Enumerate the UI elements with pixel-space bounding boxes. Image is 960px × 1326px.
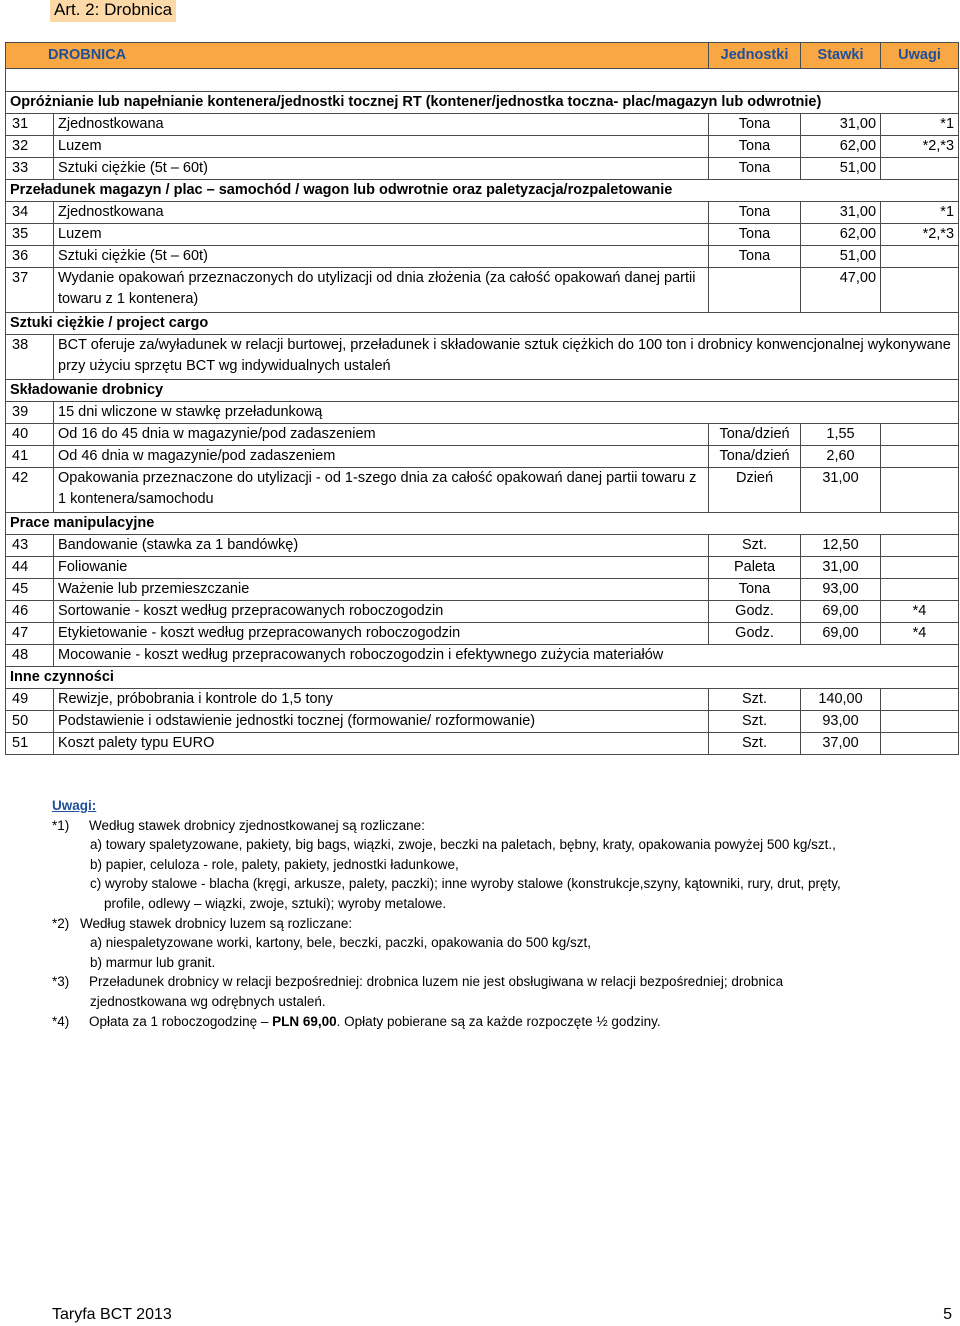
row-rate: 2,60 bbox=[801, 446, 881, 468]
notes-section bbox=[52, 796, 942, 1031]
note-1-item-c: c) wyroby stalowe - blacha (kręgi, arkusze, palety, paczki); inne wyroby stalowe (konstrukcje,szyny, kątowniki, rury, drut, pręty, bbox=[90, 876, 841, 892]
note-3 bbox=[52, 972, 942, 992]
row-number: 35 bbox=[6, 224, 54, 246]
row-note bbox=[881, 158, 959, 180]
row-desc: Luzem bbox=[54, 136, 709, 158]
table-row bbox=[6, 268, 959, 313]
row-rate: 37,00 bbox=[801, 733, 881, 755]
table-row bbox=[6, 711, 959, 733]
section-row bbox=[6, 513, 959, 535]
row-rate: 31,00 bbox=[801, 557, 881, 579]
header-spacer bbox=[6, 69, 959, 92]
row-desc: BCT oferuje za/wyładunek w relacji burtowej, przeładunek i składowanie sztuk ciężkich do 100 ton i drobnicy konwencjonalnej wykonywane przy użyciu sprzętu BCT wg indywidualnych ustaleń bbox=[54, 335, 959, 380]
row-note bbox=[881, 446, 959, 468]
section-row bbox=[6, 380, 959, 402]
row-unit: Godz. bbox=[709, 601, 801, 623]
row-number: 31 bbox=[6, 114, 54, 136]
row-rate: 1,55 bbox=[801, 424, 881, 446]
page-footer bbox=[52, 1306, 952, 1324]
row-note bbox=[881, 711, 959, 733]
header-section: DROBNICA bbox=[6, 43, 709, 69]
table-row bbox=[6, 689, 959, 711]
note-2 bbox=[52, 914, 942, 934]
note-1-item-b: b) papier, celuloza - role, palety, pakiety, jednostki ładunkowe, bbox=[90, 856, 459, 872]
note-marker: *1) bbox=[52, 817, 70, 833]
note-1 bbox=[52, 816, 942, 836]
row-number: 34 bbox=[6, 202, 54, 224]
row-desc: Sztuki ciężkie (5t – 60t) bbox=[54, 246, 709, 268]
note-1-item-a: a) towary spaletyzowane, pakiety, big bags, wiązki, zwoje, beczki na paletach, bębny, kraty, opakowania powyżej 500 kg/szt., bbox=[90, 837, 836, 853]
row-number: 50 bbox=[6, 711, 54, 733]
note-text: Przeładunek drobnicy w relacji bezpośredniej: drobnica luzem nie jest obsługiwana w relacji bezpośredniej; drobnica bbox=[89, 974, 784, 990]
table-row bbox=[6, 424, 959, 446]
row-rate: 93,00 bbox=[801, 579, 881, 601]
row-unit: Godz. bbox=[709, 623, 801, 645]
table-row bbox=[6, 535, 959, 557]
table-row bbox=[6, 335, 959, 380]
section-heading: Inne czynności bbox=[6, 667, 959, 689]
table-row bbox=[6, 733, 959, 755]
section-heading: Przeładunek magazyn / plac – samochód / wagon lub odwrotnie oraz paletyzacja/rozpaletowanie bbox=[6, 180, 959, 202]
table-row bbox=[6, 246, 959, 268]
row-rate: 140,00 bbox=[801, 689, 881, 711]
section-heading: Składowanie drobnicy bbox=[6, 380, 959, 402]
row-rate: 62,00 bbox=[801, 224, 881, 246]
note-3-cont: zjednostkowana wg odrębnych ustaleń. bbox=[90, 993, 326, 1009]
table-row bbox=[6, 402, 959, 424]
row-desc: Od 16 do 45 dnia w magazynie/pod zadaszeniem bbox=[54, 424, 709, 446]
row-note bbox=[881, 535, 959, 557]
row-unit: Tona bbox=[709, 114, 801, 136]
article-title: Art. 2: Drobnica bbox=[50, 0, 176, 22]
row-desc: Foliowanie bbox=[54, 557, 709, 579]
section-heading: Sztuki ciężkie / project cargo bbox=[6, 313, 959, 335]
table-row bbox=[6, 114, 959, 136]
footer-doc-name: Taryfa BCT 2013 bbox=[52, 1306, 172, 1323]
row-desc: Luzem bbox=[54, 224, 709, 246]
row-number: 49 bbox=[6, 689, 54, 711]
row-unit bbox=[709, 268, 801, 313]
row-rate: 69,00 bbox=[801, 623, 881, 645]
row-desc: Koszt palety typu EURO bbox=[54, 733, 709, 755]
row-note bbox=[881, 733, 959, 755]
section-heading: Opróżnianie lub napełnianie kontenera/jednostki tocznej RT (kontener/jednostka toczna- plac/magazyn lub odwrotnie) bbox=[6, 92, 959, 114]
row-unit: Tona/dzień bbox=[709, 424, 801, 446]
table-row bbox=[6, 601, 959, 623]
row-unit: Tona bbox=[709, 224, 801, 246]
row-rate: 31,00 bbox=[801, 202, 881, 224]
note-text: Według stawek drobnicy luzem są rozliczane: bbox=[80, 915, 353, 931]
row-number: 36 bbox=[6, 246, 54, 268]
header-notes: Uwagi bbox=[881, 43, 959, 69]
row-rate: 51,00 bbox=[801, 246, 881, 268]
note-2-item-a: a) niespaletyzowane worki, kartony, bele, beczki, paczki, opakowania do 500 kg/szt, bbox=[90, 935, 592, 951]
row-note bbox=[881, 689, 959, 711]
row-rate: 69,00 bbox=[801, 601, 881, 623]
row-desc: 15 dni wliczone w stawkę przeładunkową bbox=[54, 402, 959, 424]
row-desc: Zjednostkowana bbox=[54, 202, 709, 224]
row-number: 46 bbox=[6, 601, 54, 623]
note-2-item-b: b) marmur lub granit. bbox=[90, 954, 216, 970]
header-units: Jednostki bbox=[709, 43, 801, 69]
note-4-pre: Opłata za 1 roboczogodzinę – bbox=[89, 1013, 273, 1029]
row-rate: 93,00 bbox=[801, 711, 881, 733]
row-rate: 12,50 bbox=[801, 535, 881, 557]
table-row bbox=[6, 202, 959, 224]
page-number: 5 bbox=[943, 1306, 952, 1323]
section-row bbox=[6, 92, 959, 114]
row-number: 51 bbox=[6, 733, 54, 755]
row-unit: Paleta bbox=[709, 557, 801, 579]
row-note bbox=[881, 268, 959, 313]
row-unit: Szt. bbox=[709, 535, 801, 557]
section-heading: Prace manipulacyjne bbox=[6, 513, 959, 535]
row-unit: Szt. bbox=[709, 711, 801, 733]
row-desc: Etykietowanie - koszt według przepracowanych roboczogodzin bbox=[54, 623, 709, 645]
row-note: *4 bbox=[881, 623, 959, 645]
table-row bbox=[6, 446, 959, 468]
row-desc: Bandowanie (stawka za 1 bandówkę) bbox=[54, 535, 709, 557]
row-note bbox=[881, 246, 959, 268]
row-note: *1 bbox=[881, 114, 959, 136]
row-number: 40 bbox=[6, 424, 54, 446]
row-note bbox=[881, 557, 959, 579]
row-unit: Tona bbox=[709, 579, 801, 601]
row-desc: Podstawienie i odstawienie jednostki tocznej (formowanie/ rozformowanie) bbox=[54, 711, 709, 733]
row-desc: Sztuki ciężkie (5t – 60t) bbox=[54, 158, 709, 180]
notes-heading: Uwagi: bbox=[52, 798, 97, 813]
row-number: 32 bbox=[6, 136, 54, 158]
row-note bbox=[881, 424, 959, 446]
header-rates: Stawki bbox=[801, 43, 881, 69]
table-row bbox=[6, 136, 959, 158]
section-row bbox=[6, 180, 959, 202]
row-desc: Sortowanie - koszt według przepracowanych roboczogodzin bbox=[54, 601, 709, 623]
row-rate: 31,00 bbox=[801, 114, 881, 136]
row-rate: 47,00 bbox=[801, 268, 881, 313]
row-number: 37 bbox=[6, 268, 54, 313]
row-number: 44 bbox=[6, 557, 54, 579]
row-note: *4 bbox=[881, 601, 959, 623]
row-unit: Tona/dzień bbox=[709, 446, 801, 468]
note-marker: *3) bbox=[52, 974, 70, 990]
note-text bbox=[89, 1012, 661, 1032]
row-note: *2,*3 bbox=[881, 136, 959, 158]
row-number: 48 bbox=[6, 645, 54, 667]
row-number: 45 bbox=[6, 579, 54, 601]
section-row bbox=[6, 313, 959, 335]
row-note bbox=[881, 579, 959, 601]
note-4-post: . Opłaty pobierane są za każde rozpoczęte ½ godziny. bbox=[336, 1013, 661, 1029]
row-rate: 62,00 bbox=[801, 136, 881, 158]
table-row bbox=[6, 579, 959, 601]
row-unit: Dzień bbox=[709, 468, 801, 513]
row-note: *1 bbox=[881, 202, 959, 224]
row-unit: Szt. bbox=[709, 689, 801, 711]
row-rate: 31,00 bbox=[801, 468, 881, 513]
row-number: 47 bbox=[6, 623, 54, 645]
table-row bbox=[6, 623, 959, 645]
row-desc: Od 46 dnia w magazynie/pod zadaszeniem bbox=[54, 446, 709, 468]
note-1-item-c-cont: profile, odlewy – wiązki, zwoje, sztuki); wyroby metalowe. bbox=[104, 895, 447, 911]
row-unit: Tona bbox=[709, 202, 801, 224]
row-desc: Opakowania przeznaczone do utylizacji - od 1-szego dnia za całość opakowań danej partii towaru z 1 kontenera/samochodu bbox=[54, 468, 709, 513]
row-note bbox=[881, 468, 959, 513]
table-row bbox=[6, 645, 959, 667]
row-unit: Szt. bbox=[709, 733, 801, 755]
row-number: 41 bbox=[6, 446, 54, 468]
note-4 bbox=[52, 1012, 942, 1032]
row-number: 33 bbox=[6, 158, 54, 180]
table-row bbox=[6, 158, 959, 180]
note-marker: *4) bbox=[52, 1013, 70, 1029]
row-unit: Tona bbox=[709, 158, 801, 180]
row-desc: Rewizje, próbobrania i kontrole do 1,5 tony bbox=[54, 689, 709, 711]
table-row bbox=[6, 557, 959, 579]
section-row bbox=[6, 667, 959, 689]
tariff-table bbox=[5, 42, 959, 755]
row-rate: 51,00 bbox=[801, 158, 881, 180]
row-desc: Zjednostkowana bbox=[54, 114, 709, 136]
row-desc: Mocowanie - koszt według przepracowanych roboczogodzin i efektywnego zużycia materiałów bbox=[54, 645, 959, 667]
note-text: Według stawek drobnicy zjednostkowanej są rozliczane: bbox=[89, 817, 425, 833]
table-row bbox=[6, 468, 959, 513]
note-marker: *2) bbox=[52, 915, 70, 931]
row-unit: Tona bbox=[709, 136, 801, 158]
row-number: 38 bbox=[6, 335, 54, 380]
row-number: 39 bbox=[6, 402, 54, 424]
row-number: 43 bbox=[6, 535, 54, 557]
table-row bbox=[6, 224, 959, 246]
row-desc: Wydanie opakowań przeznaczonych do utylizacji od dnia złożenia (za całość opakowań danej partii towaru z 1 kontenera) bbox=[54, 268, 709, 313]
note-4-price: PLN 69,00 bbox=[272, 1013, 337, 1029]
row-desc: Ważenie lub przemieszczanie bbox=[54, 579, 709, 601]
row-unit: Tona bbox=[709, 246, 801, 268]
table-header-row bbox=[6, 43, 959, 69]
row-note: *2,*3 bbox=[881, 224, 959, 246]
row-number: 42 bbox=[6, 468, 54, 513]
